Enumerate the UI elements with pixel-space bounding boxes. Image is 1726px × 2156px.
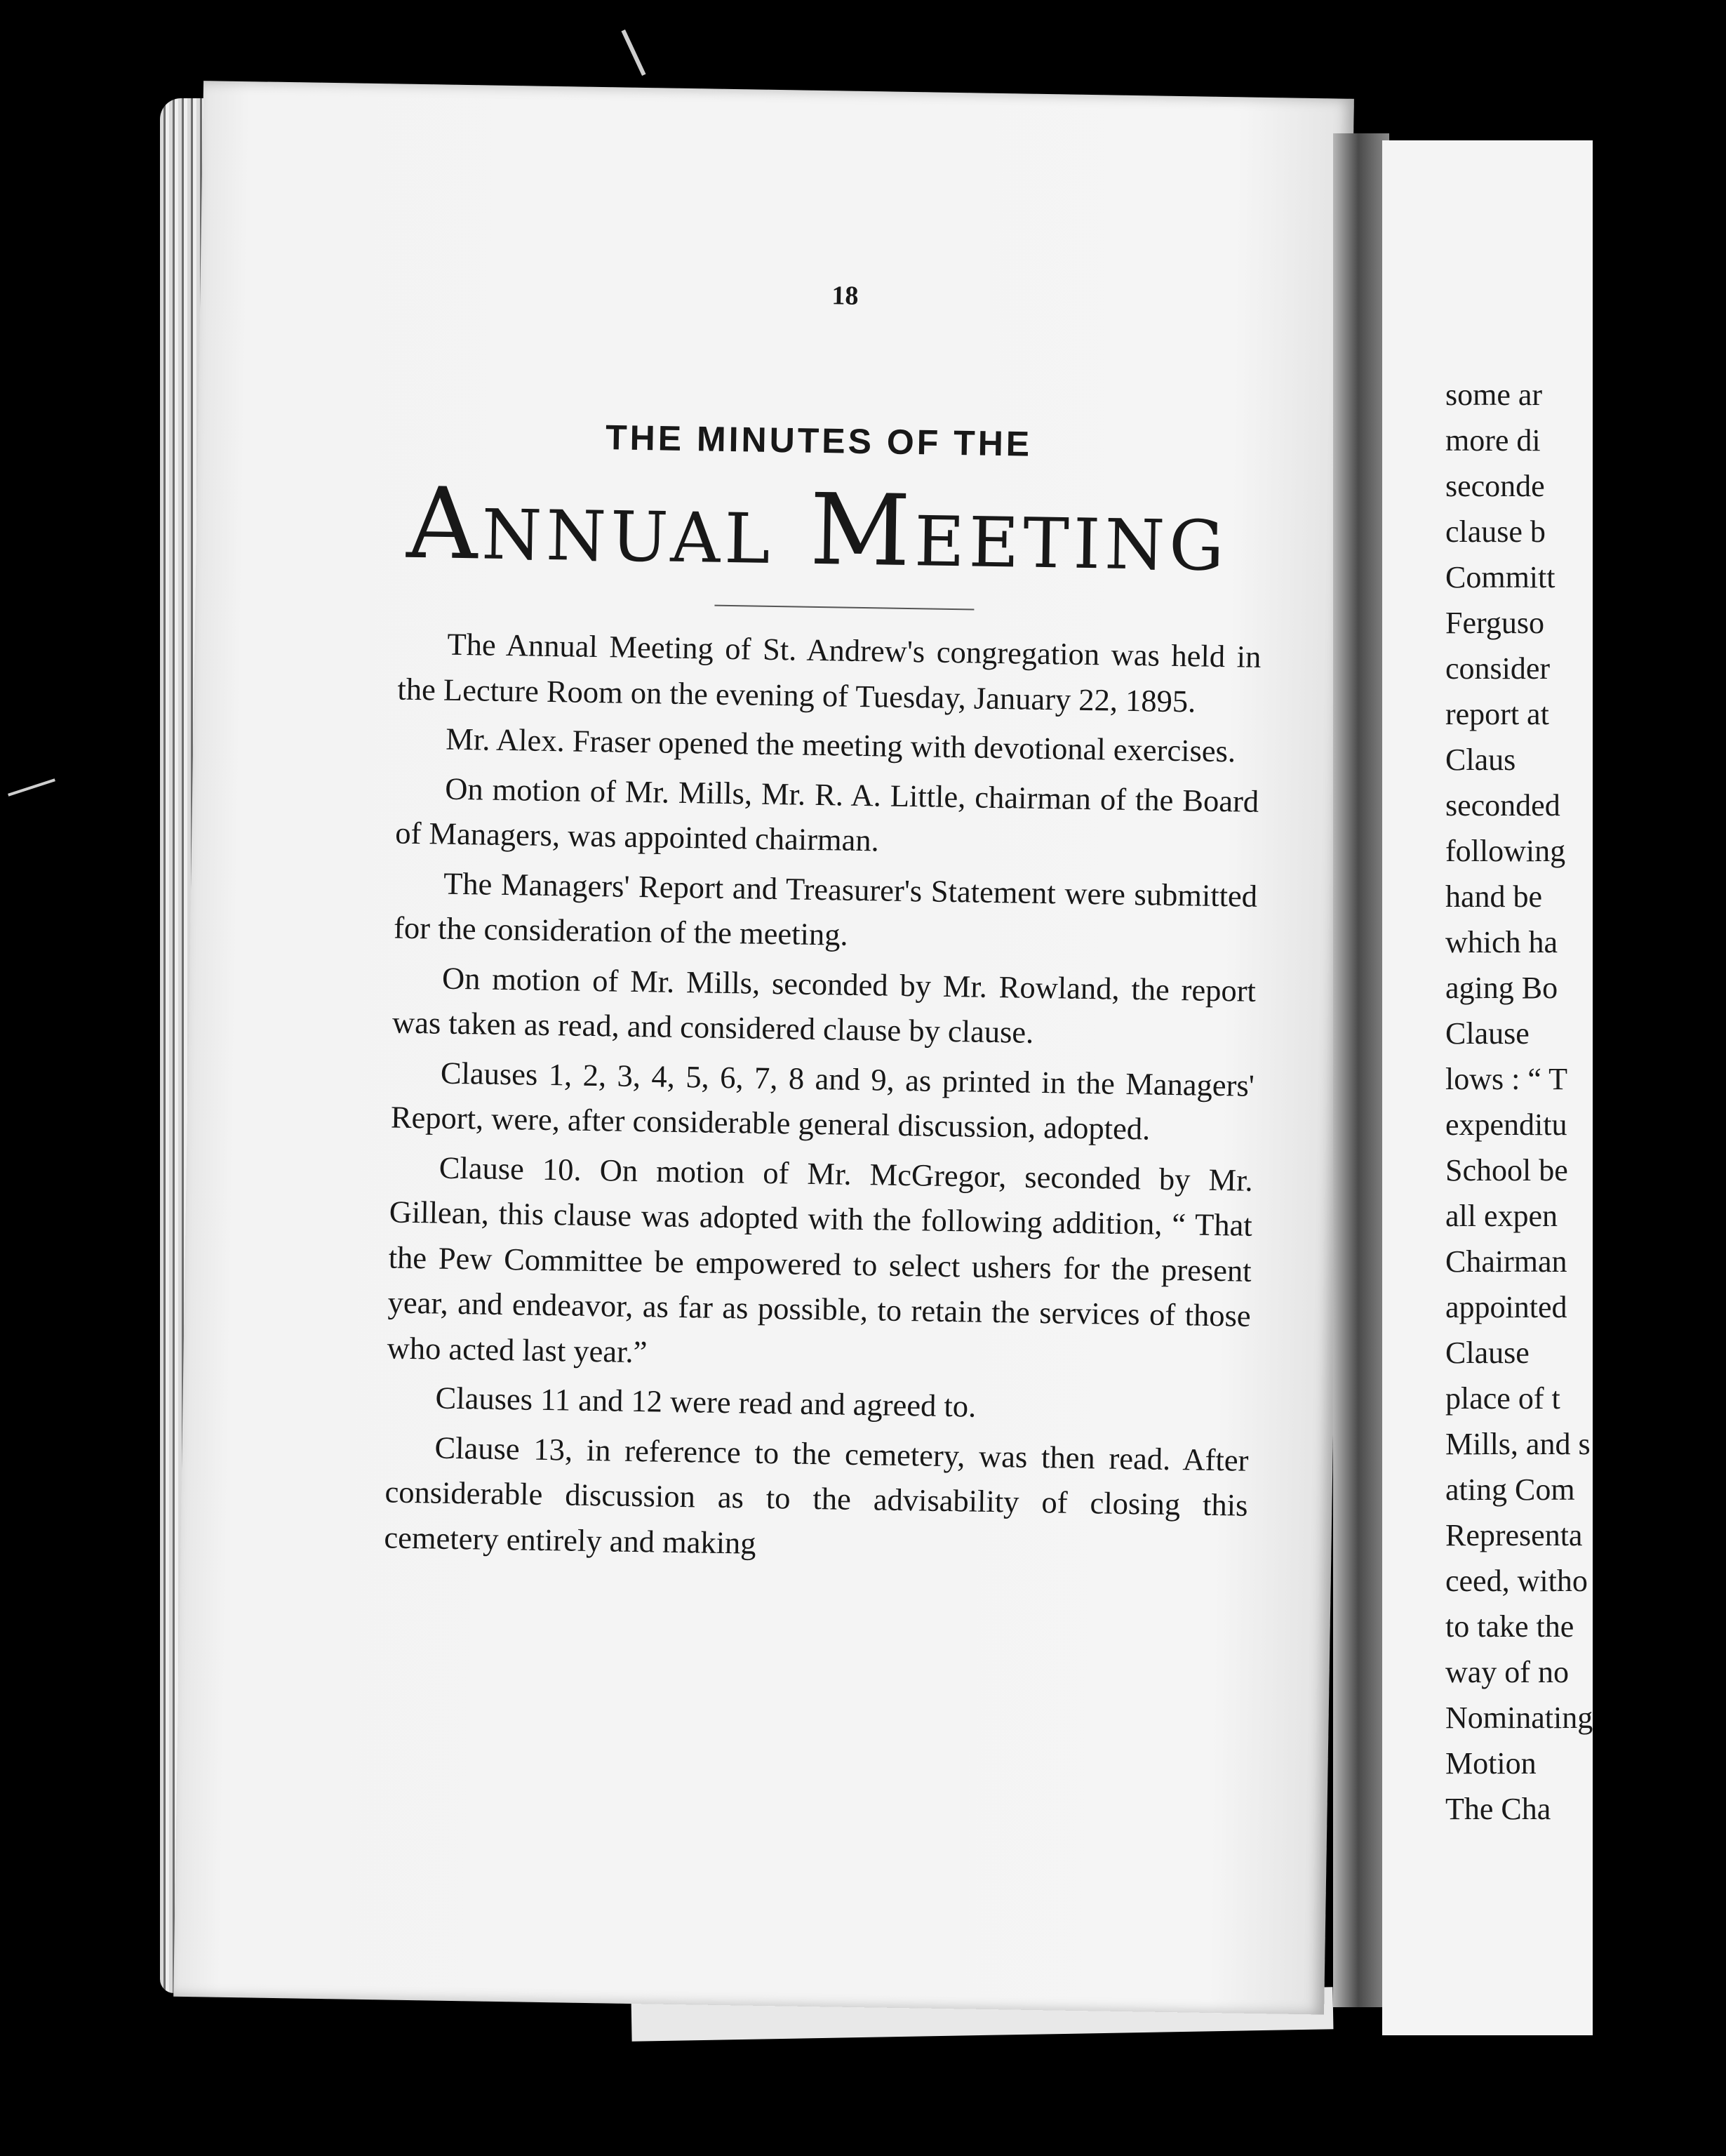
page-number: 18 <box>831 281 859 311</box>
left-page <box>173 81 1354 2014</box>
paragraph: The Managers' Report and Treasurer's Statement were submitted for the consideration of the meeting. <box>393 865 1258 952</box>
dust-mark <box>621 29 645 76</box>
text-line: way of no <box>1445 1655 1569 1689</box>
right-page-text <box>1445 372 1726 1832</box>
left-page-text <box>173 81 1354 2014</box>
paragraph: On motion of Mr. Mills, seconded by Mr. Rowland, the report was taken as read, and considered clause by clause. <box>392 960 1257 1050</box>
paragraph: Clause 10. On motion of Mr. McGregor, seconded by Mr. Gillean, this clause was adopted with the following addition, “ That the Pew Committee be empowered to select ushers for the present year, and endeavor, as far as possible, to retain the services of those who acted last year.” <box>387 1150 1254 1369</box>
paragraph: On motion of Mr. Mills, Mr. R. A. Little, chairman of the Board of Managers, was appointed chairman. <box>394 771 1259 858</box>
text-line: ceed, witho <box>1445 1564 1588 1598</box>
text-line: Chairman <box>1445 1244 1567 1279</box>
paragraph: Mr. Alex. Fraser opened the meeting with devotional exercises. <box>446 721 1236 769</box>
paragraph: Clauses 11 and 12 were read and agreed to. <box>435 1380 977 1424</box>
text-line: Clause <box>1445 1336 1530 1370</box>
paragraph: Clause 13, in reference to the cemetery, was then read. After considerable discussion as to the advisability of closing this cemetery entirely and making <box>384 1430 1249 1561</box>
dust-mark <box>8 778 55 796</box>
paragraph: The Annual Meeting of St. Andrew's congregation was held in the Lecture Room on the evening of Tuesday, January 22, 1895. <box>397 626 1262 719</box>
text-line: Motion <box>1445 1746 1537 1781</box>
text-line: Ferguso <box>1445 606 1544 640</box>
book-gutter <box>1333 133 1389 2007</box>
text-line: Claus <box>1445 743 1516 777</box>
text-line: appointed <box>1445 1290 1567 1324</box>
text-line: place of t <box>1445 1381 1560 1416</box>
text-line: which ha <box>1445 925 1558 959</box>
text-line: Mills, and s <box>1445 1427 1591 1461</box>
text-line: Clause <box>1445 1016 1530 1051</box>
text-line: expenditu <box>1445 1107 1567 1142</box>
text-line: report at <box>1445 697 1549 731</box>
text-line: Committ <box>1445 560 1556 594</box>
text-line: The Cha <box>1445 1792 1551 1826</box>
text-line: School be <box>1445 1153 1568 1187</box>
text-line: Representa <box>1445 1518 1583 1552</box>
text-line: seconded <box>1445 788 1560 823</box>
text-line: clause b <box>1445 514 1546 549</box>
text-line: aging Bo <box>1445 971 1558 1005</box>
body-text <box>384 621 1262 1578</box>
text-line: consider <box>1445 651 1551 686</box>
pre-title: THE MINUTES OF THE <box>605 418 1033 464</box>
text-line: seconde <box>1445 469 1545 503</box>
paragraph: Clauses 1, 2, 3, 4, 5, 6, 7, 8 and 9, as printed in the Managers' Report, were, after considerable general discussion, adopted. <box>390 1055 1255 1147</box>
text-line: lows : “ T <box>1445 1062 1567 1096</box>
text-line: following <box>1445 834 1566 868</box>
text-line: hand be <box>1445 879 1543 914</box>
text-line: more di <box>1445 423 1541 458</box>
right-page <box>1382 140 1593 2035</box>
page-title: Annual Meeting <box>406 466 1229 594</box>
text-line: ating Com <box>1445 1472 1575 1507</box>
title-divider <box>714 605 974 611</box>
text-line: to take the <box>1445 1609 1574 1644</box>
text-line: all expen <box>1445 1199 1558 1233</box>
text-line: Nominating <box>1445 1701 1593 1735</box>
text-line: some ar <box>1445 378 1543 412</box>
